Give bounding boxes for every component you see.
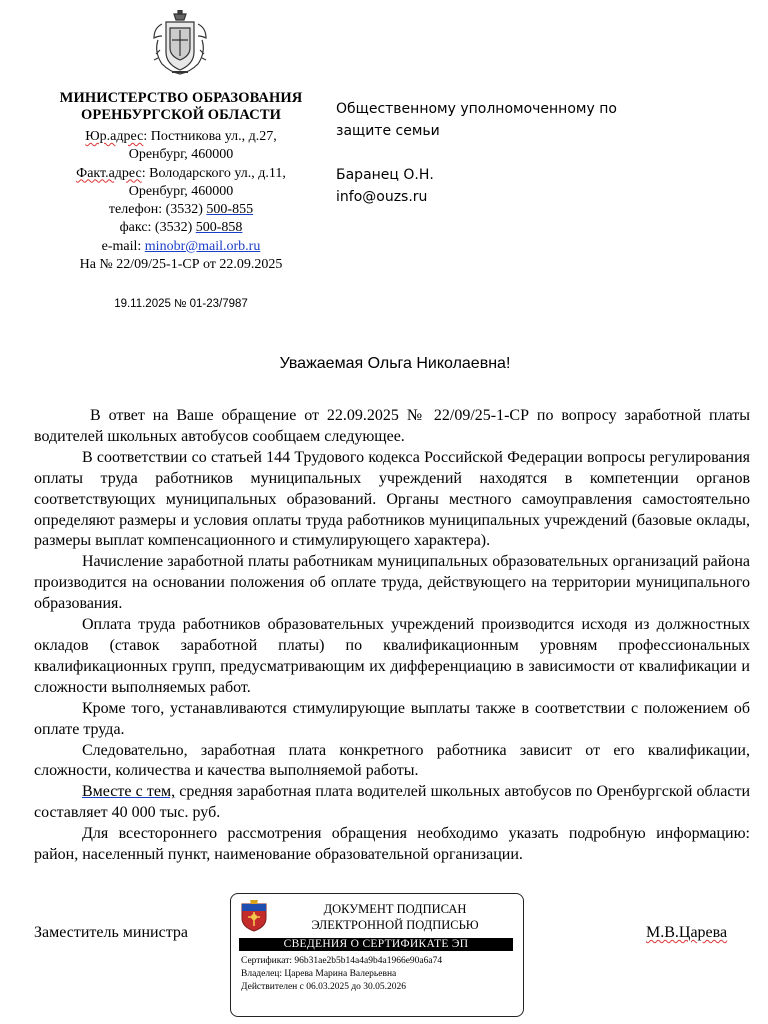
- certificate-owner: Владелец: Царева Марина Валерьевна: [241, 969, 397, 979]
- signer-title: Заместитель министра: [34, 924, 188, 941]
- outgoing-registration: 19.11.2025 № 01-23/7987: [114, 298, 248, 310]
- email: e-mail: minobr@mail.orb.ru: [101, 238, 261, 254]
- recipient-name: Баранец О.Н.: [336, 167, 434, 183]
- actual-address: Факт.адрес: Володарского ул., д.11,: [76, 165, 286, 181]
- paragraph: Вместе с тем, средняя заработная плата водителей школьных автобусов по Оренбургской области составляет 40 000 тыс. руб.: [34, 783, 751, 822]
- paragraph: В ответ на Ваше обращение от 22.09.2025 № 22/09/25-1-СР по вопросу заработной платы водителей школьных автобусов сообщаем следующее.: [34, 407, 750, 445]
- stamp-heading: ДОКУМЕНТ ПОДПИСАН ЭЛЕКТРОННОЙ ПОДПИСЬЮ: [311, 902, 479, 932]
- recipient-email: info@ouzs.ru: [336, 189, 428, 205]
- certificate-info-bar: СВЕДЕНИЯ О СЕРТИФИКАТЕ ЭП: [239, 938, 513, 951]
- phone: телефон: (3532) 500-855: [108, 202, 254, 218]
- phone-number: 500-855: [206, 202, 254, 218]
- signer-name: М.В.Царева: [646, 924, 728, 941]
- paragraph: В соответствии со статьей 144 Трудового кодекса Российской Федерации вопросы регулирования оплаты труда работников муниципальных учреждений находятся в компетенции органов соответствующих муниципальных образований. Органы местного самоуправления самостоятельно определяют размеры и условия оплаты труда работников муниципальных учреждений (базовые оклады, размеры выплат компенсационного и стимулирующего характера).: [34, 448, 750, 550]
- paragraph: Для всестороннего рассмотрения обращения необходимо указать подробную информацию: район, населенный пункт, наименование образовательной организации.: [34, 825, 750, 864]
- greeting: Уважаемая Ольга Николаевна!: [279, 355, 511, 372]
- recipient-block: Общественному уполномоченному по защите семьи Баранец О.Н. info@ouzs.ru: [336, 98, 666, 208]
- region-emblem-icon: [239, 900, 269, 932]
- certificate-id: Сертификат: 96b31ae2b5b14a4a9b4a1966e90a6a74: [241, 956, 443, 966]
- org-contacts: Юр.адрес: Постникова ул., д.27, Оренбург, 460000 Факт.адрес: Володарского ул., д.11, Оренбург, 460000 телефон: (3532) 500-855 факс: (3532) 500-858 e-mail: minobr@mail.orb.ru На № 22/09/25-1-СР от 22.09.2025: [30, 128, 332, 274]
- paragraph: Следовательно, заработная плата конкретного работника зависит от его квалификации, сложности, количества и качества выполняемой работы.: [34, 741, 750, 780]
- reference-number: На № 22/09/25-1-СР от 22.09.2025: [79, 257, 283, 273]
- fax-number: 500-858: [195, 220, 243, 236]
- e-signature-stamp: [230, 893, 524, 1017]
- letter-body: [34, 406, 750, 866]
- certificate-validity: Действителен с 06.03.2025 до 30.05.2026: [241, 982, 407, 992]
- paragraph: Оплата труда работников образовательных учреждений производится исходя из должностных окладов (ставок заработной платы) по квалификационным уровням профессиональных квалификационных групп, предусматривающим их дифференциацию в зависимости от квалификации и сложности выполняемых работ.: [34, 616, 750, 696]
- certificate-details: [241, 955, 442, 994]
- paragraph: Начисление заработной платы работникам муниципальных образовательных организаций района производится на основании положения об оплате труда, действующего на территории муниципального образования.: [34, 553, 750, 613]
- email-link[interactable]: minobr@mail.orb.ru: [144, 238, 261, 254]
- legal-address: Юр.адрес: Постникова ул., д.27,: [85, 129, 277, 144]
- coat-of-arms-icon: [152, 10, 208, 78]
- paragraph: Кроме того, устанавливаются стимулирующие выплаты также в соответствии с положением об оплате труда.: [34, 699, 750, 738]
- org-name: МИНИСТЕРСТВО ОБРАЗОВАНИЯ ОРЕНБУРГСКОЙ ОБЛАСТИ: [59, 90, 303, 123]
- fax: факс: (3532) 500-858: [119, 220, 243, 236]
- sender-block: [30, 90, 332, 274]
